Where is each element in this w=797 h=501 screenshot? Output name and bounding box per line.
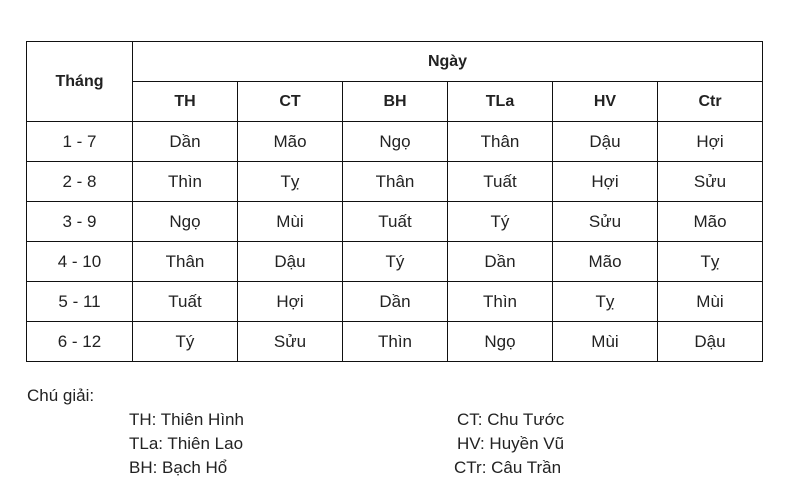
legend-item-ctr: CTr: Câu Trần (454, 458, 562, 477)
table-cell: Tý (448, 202, 553, 242)
month-cell: 1 - 7 (27, 122, 133, 162)
column-header-ct: CT (238, 82, 343, 122)
table-cell: Sửu (553, 202, 658, 242)
table-cell: Thìn (343, 322, 448, 362)
table-row (27, 322, 763, 362)
table-cell: Hợi (658, 122, 763, 162)
legend-item-tla: TLa: Thiên Lao (129, 434, 244, 453)
month-cell: 3 - 9 (27, 202, 133, 242)
legend-title: Chú giải: (27, 386, 95, 405)
month-cell: 4 - 10 (27, 242, 133, 282)
legend-item-ct: CT: Chu Tước (457, 410, 565, 429)
table-cell: Mùi (553, 322, 658, 362)
table-row (27, 162, 763, 202)
table-cell: Thân (133, 242, 238, 282)
table-cell: Thìn (133, 162, 238, 202)
column-header-tla: TLa (448, 82, 553, 122)
table-cell: Mùi (658, 282, 763, 322)
month-cell: 2 - 8 (27, 162, 133, 202)
table-cell: Mùi (238, 202, 343, 242)
month-header: Tháng (27, 42, 133, 122)
table-row (27, 242, 763, 282)
table-cell: Hợi (238, 282, 343, 322)
table-cell: Mão (238, 122, 343, 162)
table-cell: Tý (133, 322, 238, 362)
table-cell: Dậu (553, 122, 658, 162)
table-cell: Dậu (238, 242, 343, 282)
table-cell: Ngọ (133, 202, 238, 242)
table-cell: Ngọ (448, 322, 553, 362)
calendar-table (26, 41, 763, 362)
table-cell: Sửu (658, 162, 763, 202)
table-cell: Tỵ (553, 282, 658, 322)
table-cell: Thìn (448, 282, 553, 322)
table-cell: Tỵ (238, 162, 343, 202)
table-cell: Dần (343, 282, 448, 322)
table-cell: Thân (343, 162, 448, 202)
table-cell: Tuất (133, 282, 238, 322)
column-header-hv: HV (553, 82, 658, 122)
table-cell: Hợi (553, 162, 658, 202)
table-cell: Ngọ (343, 122, 448, 162)
table-cell: Tỵ (658, 242, 763, 282)
table-cell: Thân (448, 122, 553, 162)
table-cell: Dần (448, 242, 553, 282)
column-header-th: TH (133, 82, 238, 122)
table-cell: Dần (133, 122, 238, 162)
legend-item-bh: BH: Bạch Hổ (129, 458, 228, 477)
legend-item-th: TH: Thiên Hình (129, 410, 244, 429)
table-row (27, 202, 763, 242)
table-cell: Mão (553, 242, 658, 282)
table-cell: Dậu (658, 322, 763, 362)
table-cell: Tuất (448, 162, 553, 202)
column-header-bh: BH (343, 82, 448, 122)
table-cell: Tuất (343, 202, 448, 242)
month-cell: 5 - 11 (27, 282, 133, 322)
day-header: Ngày (133, 42, 763, 82)
column-header-ctr: Ctr (658, 82, 763, 122)
table-cell: Tý (343, 242, 448, 282)
table-row (27, 122, 763, 162)
table-cell: Sửu (238, 322, 343, 362)
legend-item-hv: HV: Huyền Vũ (457, 434, 565, 453)
month-cell: 6 - 12 (27, 322, 133, 362)
table-row (27, 282, 763, 322)
table-cell: Mão (658, 202, 763, 242)
